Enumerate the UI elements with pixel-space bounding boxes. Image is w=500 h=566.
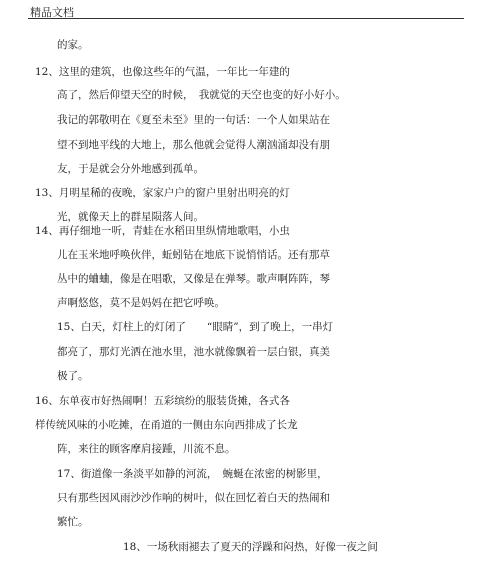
text-line: 13、月明星稀的夜晚，家家户户的窗户里射出明亮的灯 <box>35 187 290 199</box>
text-line: 声啊悠悠，莫不是妈妈在把它呼唤。 <box>57 297 225 309</box>
text-line: 样传统风味的小吃摊，在甬道的一侧由东向西排成了长龙 <box>35 419 298 431</box>
text-line: 儿在玉米地呼唤伙伴，蚯蚓钻在地底下说悄悄话。还有那草 <box>57 249 330 261</box>
text-line: 友，于是就会分外地感到孤单。 <box>57 163 204 175</box>
text-line: 17、街道像一条淡平如静的河流， 蜿蜒在浓密的树影里， <box>57 468 328 480</box>
text-line: 丛中的蛐蛐，像是在唱歌，又像是在弹琴。歌声啊阵阵，琴 <box>57 273 330 285</box>
text-line: 14、再仔细地一听，青蛙在水稻田里纵情地歌唱，小虫 <box>35 225 290 237</box>
text-line: 光，就像天上的群星陨落人间。 <box>57 211 204 223</box>
text-line: 阵，来往的顾客摩肩接踵，川流不息。 <box>57 443 236 455</box>
text-line: 15、白天，灯柱上的灯闭了 “眼睛”，到了晚上，一串灯 <box>57 321 334 333</box>
text-line: 18、一场秋雨褪去了夏天的浮躁和闷热，好像一夜之间 <box>123 541 378 553</box>
text-line: 繁忙。 <box>57 516 89 528</box>
text-line: 16、东单夜市好热闹啊！五彩缤纷的服装货摊，各式各 <box>35 395 290 407</box>
text-line: 12、这里的建筑，也像这些年的气温，一年比一年建的 <box>35 66 290 78</box>
page-header-title: 精品文档 <box>30 6 74 19</box>
text-line: 我记的郭敬明在《夏至未至》里的一句话：一个人如果站在 <box>57 114 330 126</box>
text-line: 都亮了，那灯光洒在池水里，池水就像飘着一层白银，真美 <box>57 346 330 358</box>
header-divider <box>28 18 464 19</box>
text-line: 望不到地平线的大地上，那么他就会觉得人潮汹涌却没有朋 <box>57 139 330 151</box>
text-line: 只有那些因风雨沙沙作响的树叶，似在回忆着白天的热闹和 <box>57 492 330 504</box>
text-line: 高了，然后仰望天空的时候， 我就觉的天空也变的好小好小。 <box>57 89 346 101</box>
text-line: 的家。 <box>57 39 89 51</box>
text-line: 极了。 <box>57 370 89 382</box>
